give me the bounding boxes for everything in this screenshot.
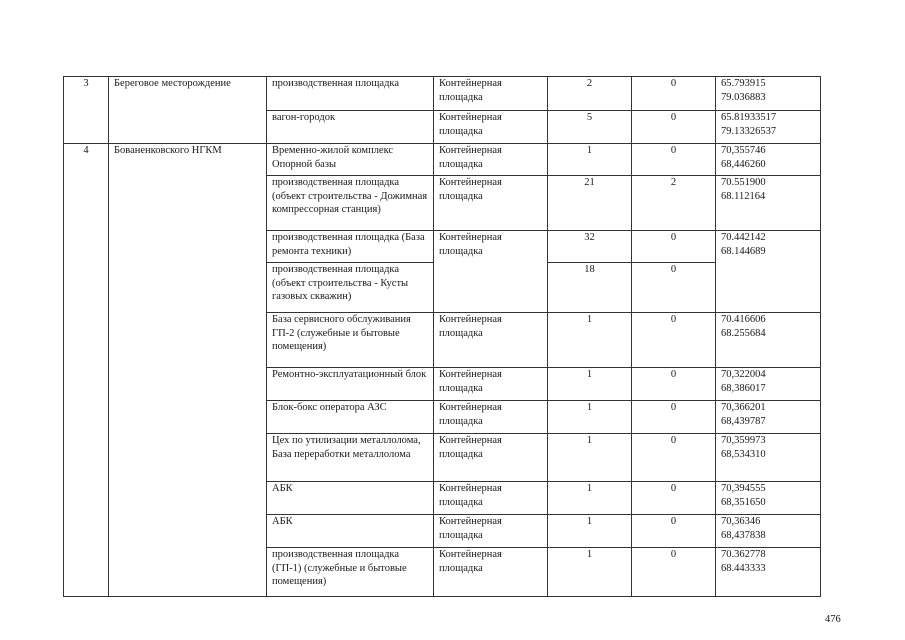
table-row — [64, 77, 821, 111]
count-a-cell: 18 — [548, 263, 632, 313]
row-number-cell: 4 — [64, 144, 109, 176]
field-name-cell — [109, 482, 267, 515]
count-a-cell: 1 — [548, 368, 632, 401]
coordinates-text: 70.442142 68.144689 — [721, 232, 766, 257]
table-row — [64, 111, 821, 144]
coordinates-text: 65.793915 79.036883 — [721, 78, 766, 103]
site-type-cell: Контейнерная площадка — [434, 176, 548, 231]
coordinates-cell — [716, 434, 821, 482]
coordinates-text: 65.81933517 79.13326537 — [721, 112, 777, 137]
table-row — [64, 434, 821, 482]
count-a-cell: 1 — [548, 482, 632, 515]
table-row — [64, 515, 821, 548]
object-cell: производственная площадка — [267, 77, 434, 111]
row-number-cell — [64, 368, 109, 401]
field-name-cell — [109, 515, 267, 548]
object-cell: производственная площадка (База ремонта техники) — [267, 231, 434, 263]
count-a-cell: 1 — [548, 548, 632, 597]
field-name-cell — [109, 176, 267, 231]
count-a-cell: 5 — [548, 111, 632, 144]
coordinates-text: 70,359973 68,534310 — [721, 435, 766, 460]
object-cell: Блок-бокс оператора АЗС — [267, 401, 434, 434]
coordinates-cell — [716, 263, 821, 313]
count-a-cell: 1 — [548, 515, 632, 548]
coordinates-cell — [716, 77, 821, 111]
site-type-cell: Контейнерная площадка — [434, 401, 548, 434]
coordinates-text: 70.362778 68.443333 — [721, 549, 766, 574]
count-b-cell: 0 — [632, 434, 716, 482]
site-type-cell: Контейнерная площадка — [434, 482, 548, 515]
count-a-cell: 21 — [548, 176, 632, 231]
coordinates-cell — [716, 401, 821, 434]
field-name-cell — [109, 111, 267, 144]
table-row — [64, 313, 821, 368]
table-row — [64, 263, 821, 313]
object-cell: АБК — [267, 482, 434, 515]
coordinates-cell — [716, 313, 821, 368]
field-name-cell — [109, 313, 267, 368]
object-cell: производственная площадка (объект строительства - Кусты газовых скважин) — [267, 263, 434, 313]
site-type-cell: Контейнерная площадка — [434, 144, 548, 176]
row-number-cell: 3 — [64, 77, 109, 111]
row-number-cell — [64, 231, 109, 263]
row-number-cell — [64, 515, 109, 548]
field-name-cell — [109, 548, 267, 597]
page-number: 476 — [825, 614, 841, 625]
row-number-cell — [64, 401, 109, 434]
field-name-cell — [109, 231, 267, 263]
coordinates-cell — [716, 368, 821, 401]
row-number-cell — [64, 313, 109, 368]
table-row — [64, 368, 821, 401]
site-type-cell: Контейнерная площадка — [434, 77, 548, 111]
field-name-cell: Бованенковского НГКМ — [109, 144, 267, 176]
table-row — [64, 176, 821, 231]
coordinates-cell — [716, 231, 821, 263]
site-type-cell: Контейнерная площадка — [434, 434, 548, 482]
coordinates-text: 70,36346 68,437838 — [721, 516, 766, 541]
coordinates-text: 70.551900 68.112164 — [721, 177, 766, 202]
row-number-cell — [64, 434, 109, 482]
table-row — [64, 548, 821, 597]
row-number-cell — [64, 482, 109, 515]
field-name-cell — [109, 434, 267, 482]
object-cell: Ремонтно-эксплуатационный блок — [267, 368, 434, 401]
site-type-cell — [434, 263, 548, 313]
coordinates-text: 70,366201 68,439787 — [721, 402, 766, 427]
site-type-cell: Контейнерная площадка — [434, 515, 548, 548]
coordinates-cell — [716, 176, 821, 231]
object-cell: Временно-жилой комплекс Опорной базы — [267, 144, 434, 176]
coordinates-text: 70,355746 68,446260 — [721, 145, 766, 170]
site-type-cell: Контейнерная площадка — [434, 111, 548, 144]
object-cell: База сервисного обслуживания ГП-2 (служебные и бытовые помещения) — [267, 313, 434, 368]
field-name-cell: Береговое месторождение — [109, 77, 267, 111]
count-b-cell: 0 — [632, 548, 716, 597]
object-cell: производственная площадка (объект строительства - Дожимная компрессорная станция) — [267, 176, 434, 231]
object-cell: АБК — [267, 515, 434, 548]
count-b-cell: 0 — [632, 515, 716, 548]
site-type-cell: Контейнерная площадка — [434, 368, 548, 401]
site-type-cell: Контейнерная площадка — [434, 313, 548, 368]
count-b-cell: 0 — [632, 231, 716, 263]
object-cell: вагон-городок — [267, 111, 434, 144]
count-a-cell: 1 — [548, 434, 632, 482]
count-a-cell: 2 — [548, 77, 632, 111]
count-b-cell: 0 — [632, 313, 716, 368]
coordinates-text: 70,322004 68,386017 — [721, 369, 766, 394]
field-name-cell — [109, 401, 267, 434]
table-row — [64, 482, 821, 515]
coordinates-cell — [716, 111, 821, 144]
count-a-cell: 1 — [548, 401, 632, 434]
waste-sites-table — [63, 76, 821, 597]
count-a-cell: 32 — [548, 231, 632, 263]
count-a-cell: 1 — [548, 313, 632, 368]
object-cell: Цех по утилизации металлолома, База переработки металлолома — [267, 434, 434, 482]
table-row — [64, 401, 821, 434]
object-cell: производственная площадка (ГП-1) (служебные и бытовые помещения) — [267, 548, 434, 597]
table-row — [64, 144, 821, 176]
field-name-cell — [109, 368, 267, 401]
count-b-cell: 0 — [632, 263, 716, 313]
count-b-cell: 0 — [632, 77, 716, 111]
coordinates-cell — [716, 548, 821, 597]
site-type-cell: Контейнерная площадка — [434, 231, 548, 263]
site-type-cell: Контейнерная площадка — [434, 548, 548, 597]
count-a-cell: 1 — [548, 144, 632, 176]
count-b-cell: 0 — [632, 111, 716, 144]
row-number-cell — [64, 176, 109, 231]
count-b-cell: 2 — [632, 176, 716, 231]
count-b-cell: 0 — [632, 144, 716, 176]
coordinates-cell — [716, 144, 821, 176]
row-number-cell — [64, 263, 109, 313]
coordinates-text: 70,394555 68,351650 — [721, 483, 766, 508]
coordinates-cell — [716, 515, 821, 548]
table-row — [64, 231, 821, 263]
count-b-cell: 0 — [632, 401, 716, 434]
field-name-cell — [109, 263, 267, 313]
coordinates-text: 70.416606 68.255684 — [721, 314, 766, 339]
row-number-cell — [64, 111, 109, 144]
row-number-cell — [64, 548, 109, 597]
coordinates-cell — [716, 482, 821, 515]
count-b-cell: 0 — [632, 482, 716, 515]
count-b-cell: 0 — [632, 368, 716, 401]
